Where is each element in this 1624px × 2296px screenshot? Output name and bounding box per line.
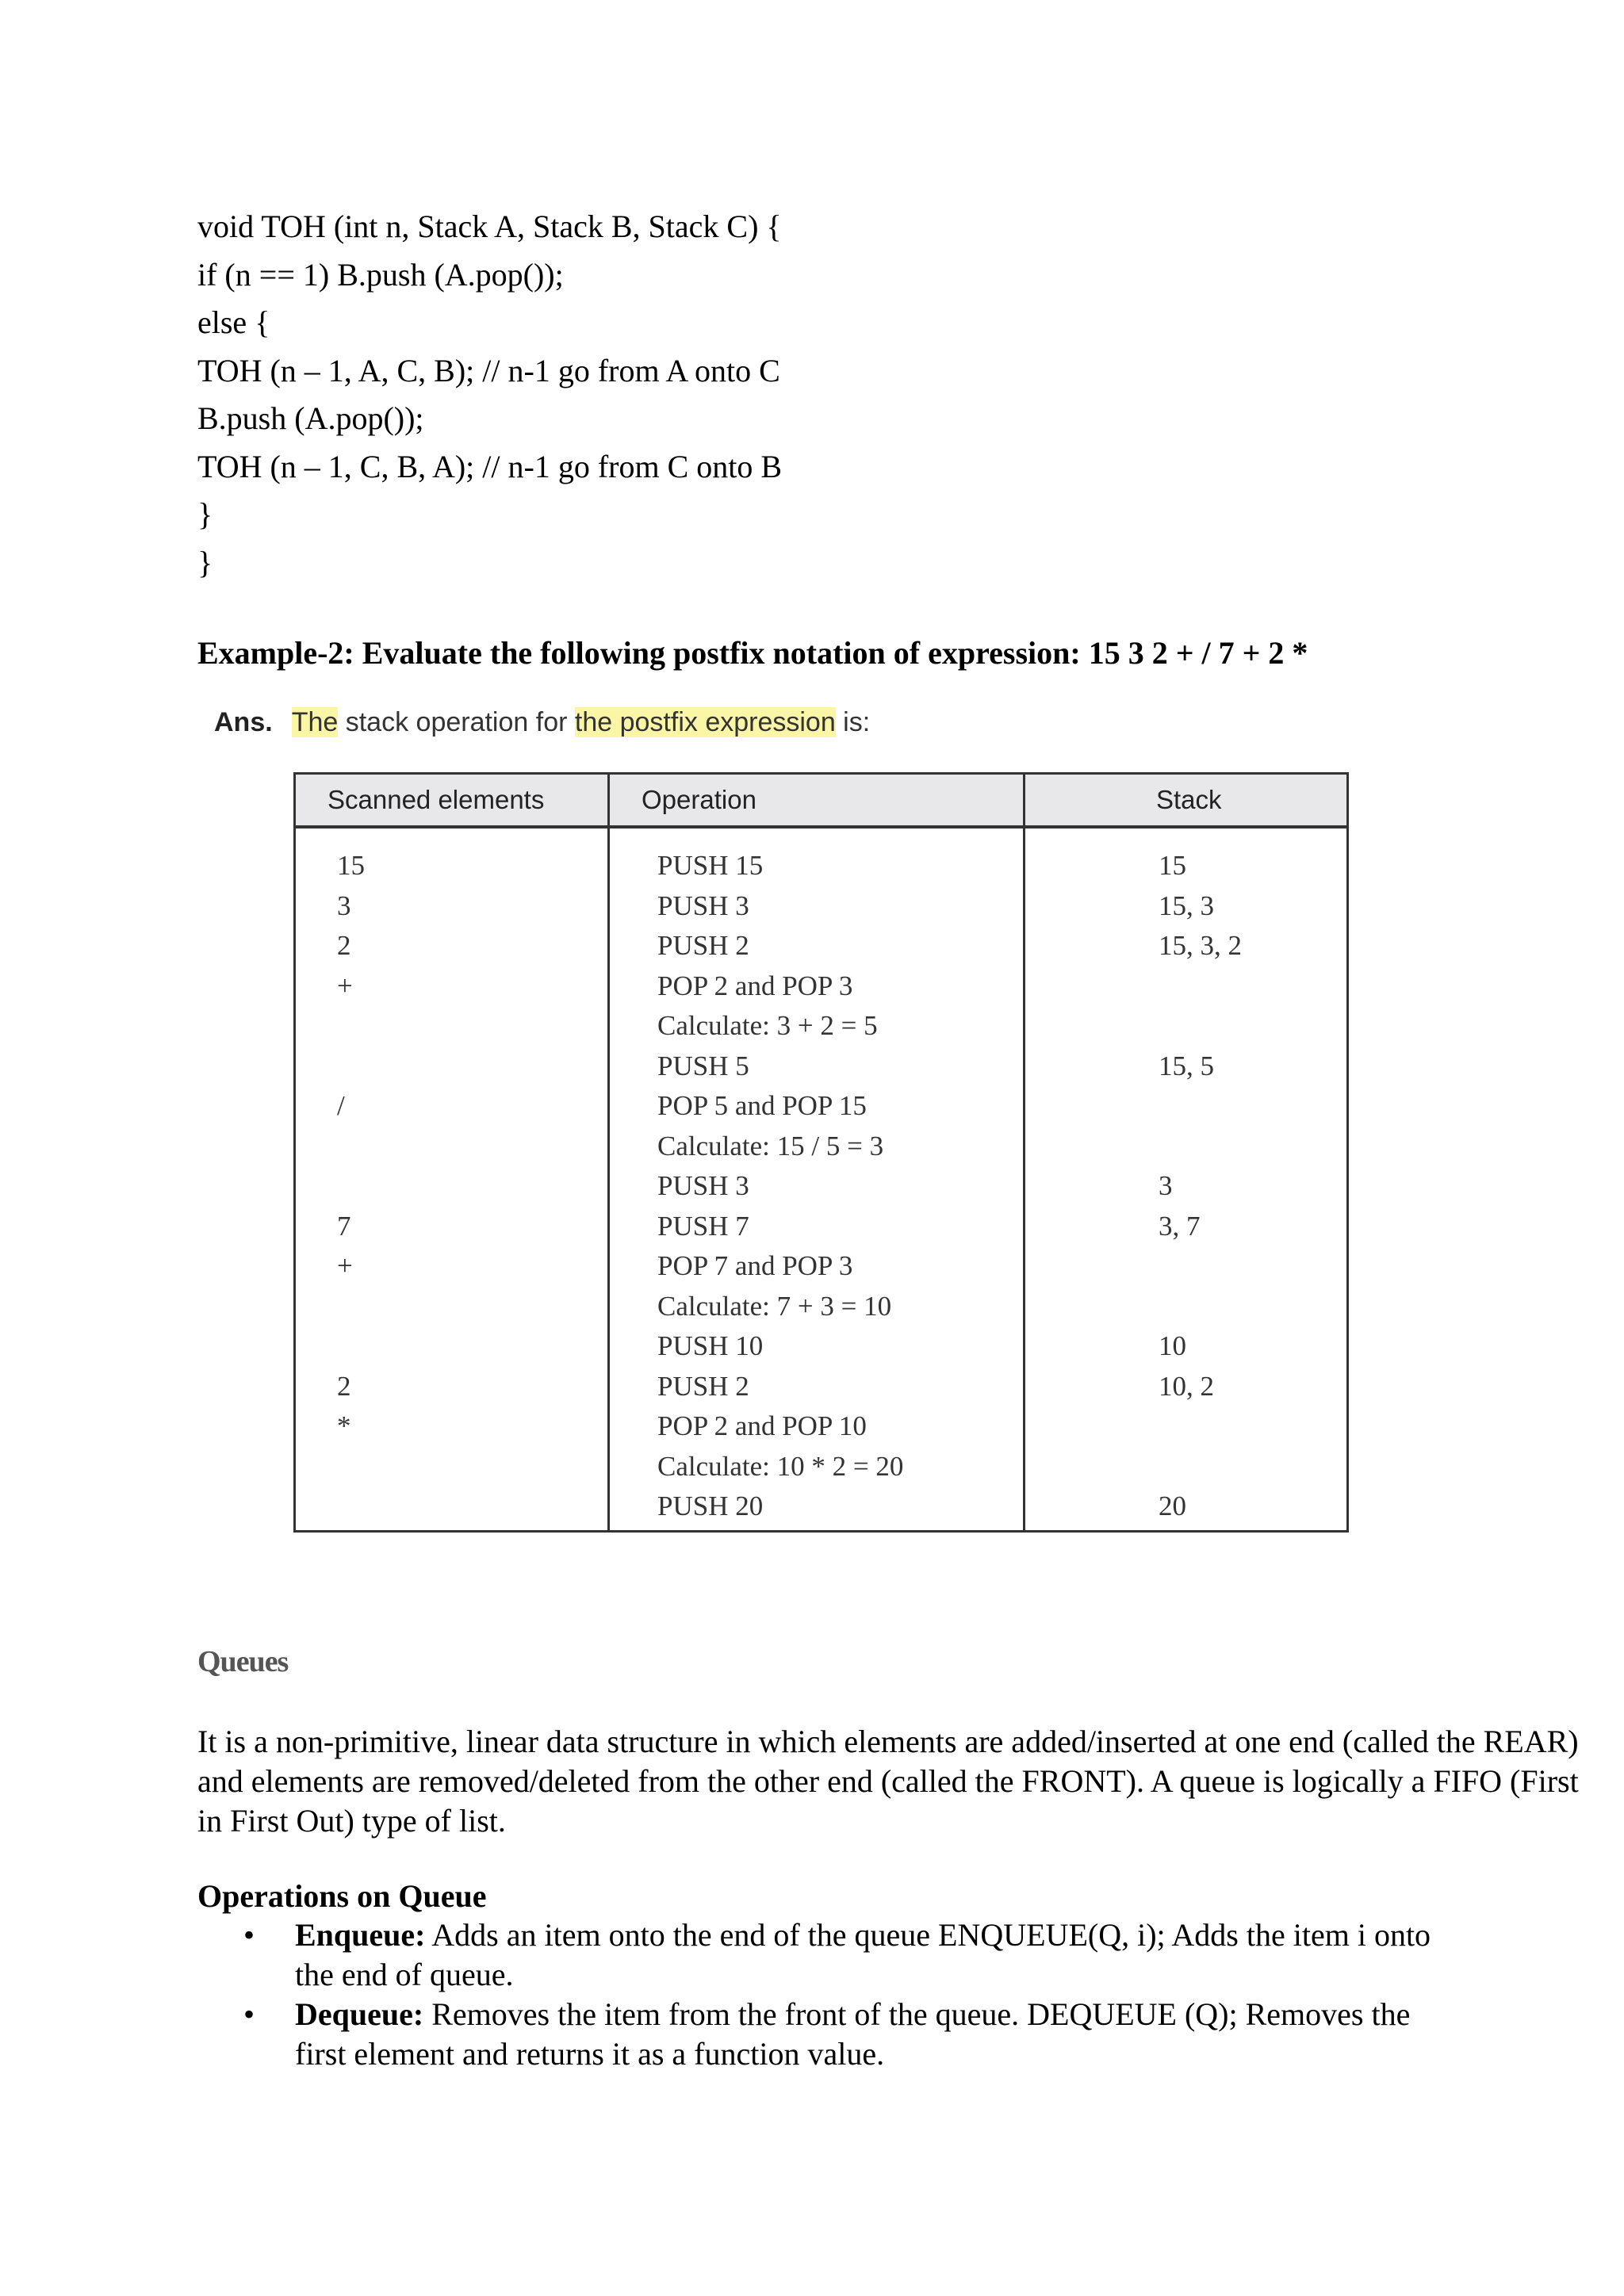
ans-highlight: the postfix expression — [574, 707, 836, 737]
code-line: TOH (n – 1, C, B, A); // n-1 go from C onto B — [197, 448, 783, 484]
stack-cell: 15, 3 — [1159, 890, 1214, 921]
ans-text: is: — [835, 707, 871, 737]
queues-paragraph: It is a non-primitive, linear data structure in which elements are added/inserted at one end (called the REAR) and elements are removed/deleted from the other end (called the FRONT). A queue is logically a FIFO (First in First Out) type of list. — [197, 1724, 1579, 1839]
table-header-row — [295, 774, 1348, 828]
toh-code-block — [197, 203, 782, 587]
operation-term: Enqueue: — [295, 1917, 426, 1953]
stack-cell — [1159, 1246, 1346, 1287]
list-item — [197, 1995, 1434, 2074]
operation-desc: Removes the item from the front of the queue. DEQUEUE (Q); Removes the first element and returns it as a function value. — [295, 1996, 1411, 2072]
stack-cell — [1159, 1406, 1346, 1447]
header-scanned-elements: Scanned elements — [295, 774, 609, 828]
operation-cell: PUSH 2 — [657, 1370, 749, 1402]
ans-label: Ans. — [214, 707, 273, 737]
scanned-cell: 2 — [337, 1370, 351, 1402]
scanned-cell — [337, 1326, 607, 1367]
stack-column — [1025, 827, 1348, 1531]
operation-cell: PUSH 10 — [657, 1330, 764, 1361]
code-line: else { — [197, 304, 270, 340]
code-line: } — [197, 544, 213, 580]
ans-line — [214, 707, 1364, 755]
operation-cell: PUSH 15 — [657, 850, 764, 881]
stack-cell: 3, 7 — [1159, 1210, 1201, 1242]
scanned-table-image — [214, 707, 1364, 1521]
operations-list — [197, 1915, 1434, 2074]
stack-cell: 15, 3, 2 — [1159, 930, 1242, 961]
scanned-cell — [337, 1006, 607, 1047]
operation-cell: POP 7 and POP 3 — [657, 1250, 853, 1281]
operation-cell: PUSH 3 — [657, 1170, 749, 1201]
stack-cell — [1159, 966, 1346, 1007]
stack-cell — [1159, 1006, 1346, 1047]
operation-term: Dequeue: — [295, 1996, 424, 2032]
operation-cell: PUSH 5 — [657, 1050, 749, 1081]
stack-cell: 10 — [1159, 1330, 1186, 1361]
scanned-cell: 15 — [337, 850, 365, 881]
example-heading: Example-2: Evaluate the following postfix notation of expression: 15 3 2 + / 7 + 2 * — [197, 635, 1308, 671]
scanned-cell: 7 — [337, 1210, 351, 1242]
scanned-cell: 2 — [337, 930, 351, 961]
operation-cell: Calculate: 15 / 5 = 3 — [657, 1130, 884, 1161]
operation-cell: POP 2 and POP 3 — [657, 970, 853, 1001]
operation-column — [609, 827, 1025, 1531]
header-operation: Operation — [609, 774, 1025, 828]
scanned-cell: + — [337, 1250, 353, 1281]
code-line: if (n == 1) B.push (A.pop()); — [197, 256, 564, 293]
ans-text: stack operation for — [338, 707, 575, 737]
scanned-cell — [337, 1166, 607, 1207]
stack-cell: 15 — [1159, 850, 1186, 881]
code-line: } — [197, 496, 213, 532]
stack-cell — [1159, 1127, 1346, 1167]
code-line: TOH (n – 1, A, C, B); // n-1 go from A onto C — [197, 352, 780, 388]
stack-operations-table — [293, 772, 1349, 1533]
stack-cell: 15, 5 — [1159, 1050, 1214, 1081]
operation-desc: Adds an item onto the end of the queue ENQUEUE(Q, i); Adds the item i onto the end of queue. — [295, 1917, 1431, 1992]
operation-cell: POP 5 and POP 15 — [657, 1090, 867, 1121]
stack-cell — [1159, 1287, 1346, 1327]
scanned-cell — [337, 1287, 607, 1327]
operation-cell: Calculate: 10 * 2 = 20 — [657, 1450, 904, 1482]
stack-cell: 10, 2 — [1159, 1370, 1214, 1402]
bullet: • — [243, 1996, 255, 2032]
scanned-cell — [337, 1127, 607, 1167]
code-line: B.push (A.pop()); — [197, 400, 424, 436]
code-line: void TOH (int n, Stack A, Stack B, Stack C) { — [197, 209, 782, 244]
scanned-cell: 3 — [337, 890, 351, 921]
scanned-cell: + — [337, 970, 353, 1001]
bullet: • — [243, 1917, 255, 1953]
stack-cell: 20 — [1159, 1490, 1186, 1521]
list-item — [197, 1915, 1434, 1995]
scanned-cell — [337, 1047, 607, 1087]
header-stack: Stack — [1025, 774, 1348, 828]
operation-cell: POP 2 and POP 10 — [657, 1410, 867, 1441]
scanned-cell — [337, 1447, 607, 1487]
operation-cell: PUSH 2 — [657, 930, 749, 961]
operation-cell: PUSH 20 — [657, 1490, 764, 1521]
stack-cell — [1159, 1086, 1346, 1127]
scanned-cell: / — [337, 1090, 345, 1121]
table-body-row — [295, 827, 1348, 1531]
operation-cell: Calculate: 3 + 2 = 5 — [657, 1010, 878, 1041]
stack-cell — [1159, 1447, 1346, 1487]
operation-cell: Calculate: 7 + 3 = 10 — [657, 1290, 892, 1322]
ans-highlight: The — [291, 707, 339, 737]
operation-cell: PUSH 7 — [657, 1210, 749, 1242]
stack-cell: 3 — [1159, 1170, 1173, 1201]
scanned-cell — [337, 1487, 607, 1527]
queues-heading: Queues — [197, 1645, 289, 1678]
operation-cell: PUSH 3 — [657, 890, 749, 921]
scanned-cell: * — [337, 1410, 351, 1441]
operations-heading: Operations on Queue — [197, 1878, 487, 1914]
scanned-column — [295, 827, 609, 1531]
